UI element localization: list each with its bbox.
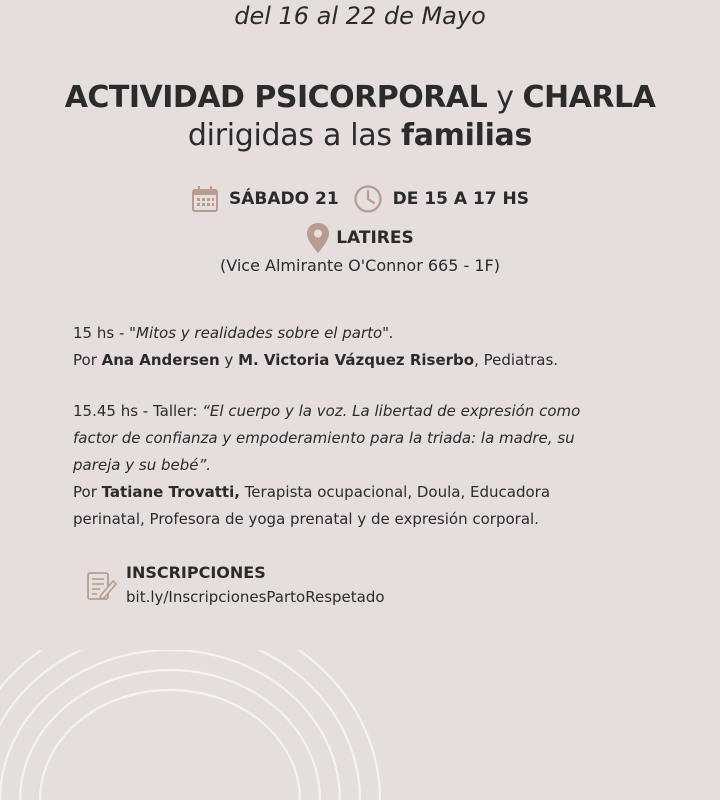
registration-title: INSCRIPCIONES: [126, 563, 266, 582]
registration-block: [86, 561, 385, 609]
talk-2-role-1: Terapista ocupacional, Doula, Educadora: [239, 483, 551, 501]
talk-1-line-2: [73, 347, 653, 374]
calendar-icon: [191, 185, 219, 213]
talk-1-title: "Mitos y realidades sobre el parto".: [129, 324, 394, 342]
subtitle-families: familias: [400, 118, 533, 153]
title-connector: y: [487, 80, 523, 115]
date-time-row: [0, 184, 720, 214]
form-pencil-icon: [86, 571, 118, 605]
talk-2-title-1: “El cuerpo y la voz. La libertad de expresión como: [202, 402, 581, 420]
event-day: SÁBADO 21: [229, 189, 339, 209]
talk-1-speaker-1: Ana Andersen: [101, 351, 220, 369]
talk-2-line-4: [73, 479, 653, 506]
talk-2-speaker: Tatiane Trovatti,: [101, 483, 240, 501]
talk-2-role-2: perinatal, Profesora de yoga prenatal y de expresión corporal.: [73, 510, 539, 528]
event-time: DE 15 A 17 HS: [392, 189, 529, 209]
title-line-2: [0, 118, 720, 153]
venue-name: LATIRES: [336, 228, 414, 248]
date-range: del 16 al 22 de Mayo: [234, 2, 486, 30]
talk-2-time: 15.45 hs - Taller:: [73, 402, 203, 420]
registration-link[interactable]: bit.ly/InscripcionesPartoRespetado: [126, 588, 385, 606]
title-line-1: [0, 80, 720, 115]
talk-1-and: y: [219, 351, 239, 369]
talk-2-by: Por: [73, 483, 102, 501]
decorative-arcs: [0, 650, 420, 800]
talk-2-title-3: pareja y su bebé”.: [73, 456, 212, 474]
talk-1-line-1: [73, 320, 653, 347]
talk-2: [73, 398, 653, 533]
location-pin-icon: [306, 222, 330, 254]
title-talk: CHARLA: [522, 80, 656, 115]
talk-1: [73, 320, 653, 374]
clock-icon: [353, 184, 383, 214]
location-row: [0, 222, 720, 254]
talk-2-title-2: factor de confianza y empoderamiento para la triada: la madre, su: [73, 429, 575, 447]
talk-1-speaker-2: M. Victoria Vázquez Riserbo: [238, 351, 475, 369]
registration-text: [126, 561, 385, 609]
talk-1-role: , Pediatras.: [474, 351, 559, 369]
talk-1-time: 15 hs -: [73, 324, 130, 342]
talk-2-line-1: [73, 398, 653, 425]
title-activity: ACTIVIDAD PSICORPORAL: [64, 80, 488, 115]
venue-address: (Vice Almirante O'Connor 665 - 1F): [220, 256, 500, 275]
talk-1-by: Por: [73, 351, 102, 369]
subtitle-prefix: dirigidas a las: [187, 118, 401, 153]
